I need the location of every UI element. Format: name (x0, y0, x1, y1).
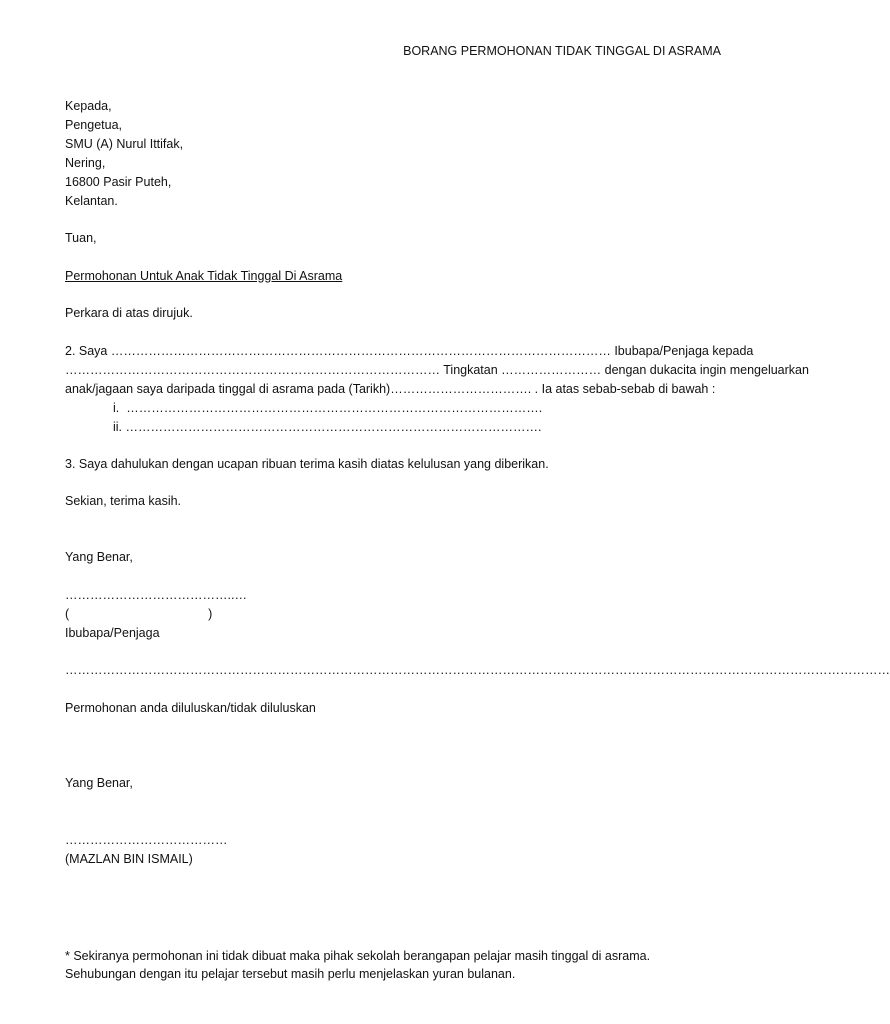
closing-text: Sekian, terima kasih. (65, 494, 182, 508)
footnote-line-2: Sehubungan dengan itu pelajar tersebut masih perlu menjelaskan yuran bulanan. (65, 967, 516, 981)
footnote-line-1: * Sekiranya permohonan ini tidak dibuat maka pihak sekolah berangapan pelajar masih tinggal di asrama. (65, 949, 651, 963)
divider-line: ……………………………………………………………………………………………………………………………………………………………………………… (65, 663, 890, 677)
address-line: Kepada, (65, 99, 112, 113)
paragraph-2-line-3: anak/jagaan saya daripada tinggal di asrama pada (Tarikh)……………………………. . Ia atas sebab-sebab di bawah : (65, 382, 716, 396)
parent-signature-line: …………………………………..… (65, 588, 247, 602)
reason-2: ii. ………………………………………………………………………………………. (113, 420, 542, 434)
principal-name: (MAZLAN BIN ISMAIL) (65, 852, 193, 866)
signoff-label-principal: Yang Benar, (65, 776, 133, 790)
subject-heading: Permohonan Untuk Anak Tidak Tinggal Di Asrama (65, 269, 343, 283)
paragraph-3: 3. Saya dahulukan dengan ucapan ribuan terima kasih diatas kelulusan yang diberikan. (65, 457, 549, 471)
address-line: Kelantan. (65, 194, 118, 208)
signoff-label: Yang Benar, (65, 550, 133, 564)
paragraph-2-line-2: ……………………………………………………………………………… Tingkatan …………………… dengan dukacita ingin mengeluarkan (65, 363, 809, 377)
address-line: SMU (A) Nurul Ittifak, (65, 137, 184, 151)
reference-text: Perkara di atas dirujuk. (65, 306, 193, 320)
address-line: Pengetua, (65, 118, 122, 132)
reason-1: i. ………………………………………………………………………………………. (113, 401, 543, 415)
approval-status: Permohonan anda diluluskan/tidak diluluskan (65, 701, 316, 715)
address-line: 16800 Pasir Puteh, (65, 175, 172, 189)
parent-role: Ibubapa/Penjaga (65, 626, 160, 640)
salutation: Tuan, (65, 231, 97, 245)
paragraph-2-line-1: 2. Saya ………………………………………………………………………………………………………… Ibubapa/Penjaga kepada (65, 344, 754, 358)
principal-signature-line: ………………………………… (65, 833, 228, 847)
address-line: Nering, (65, 156, 106, 170)
parent-name-brackets: ( ) (65, 607, 213, 621)
form-title: BORANG PERMOHONAN TIDAK TINGGAL DI ASRAMA (403, 44, 721, 58)
